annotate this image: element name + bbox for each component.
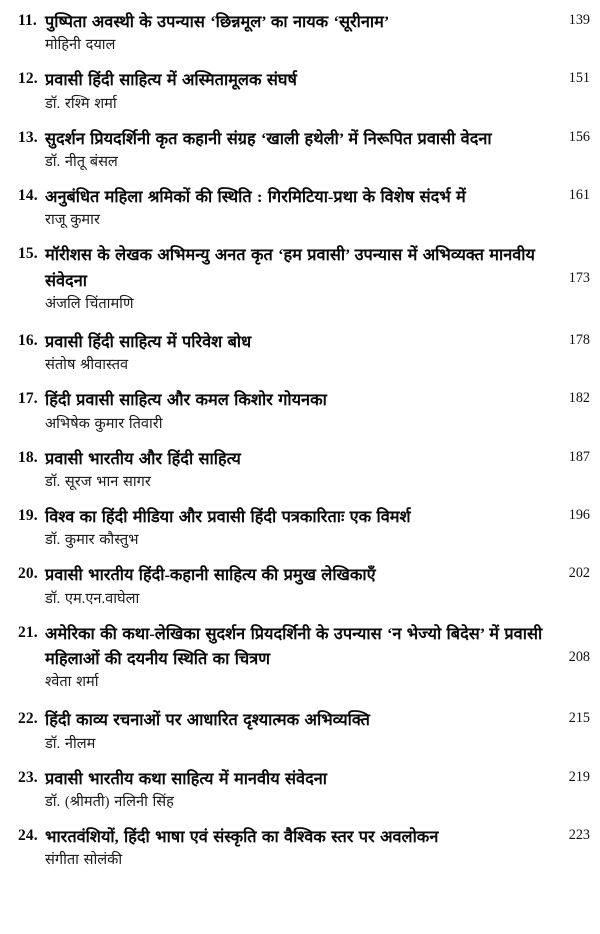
toc-entry-number: 21. <box>18 623 38 641</box>
toc-entry-page-number: 139 <box>568 12 590 28</box>
toc-entry-author: संगीता सोलंकी <box>45 852 123 869</box>
toc-entry[interactable] <box>0 446 600 494</box>
toc-entry-author: डॉ. सूरज भान सागर <box>45 474 151 491</box>
entry-spacer <box>0 436 600 446</box>
toc-entry[interactable] <box>0 329 600 377</box>
toc-entry-page-number: 161 <box>568 186 590 203</box>
toc-entry-page-number: 178 <box>568 331 590 348</box>
toc-entry-head <box>0 184 600 209</box>
toc-entry-number: 12. <box>18 70 38 88</box>
toc-entry-author: डॉ. (श्रीमती) नलिनी सिंह <box>45 794 174 811</box>
toc-entry-title[interactable]: अमेरिका की कथा-लेखिका सुदर्शन प्रियदर्शिनी के उपन्यास ‘न भेज्यो बिदेस’ में प्रवासी महिलाओं की दयनीय स्थिति का चित्रण <box>45 623 543 668</box>
toc-entry-number: 11. <box>18 12 37 29</box>
toc-entry-title[interactable]: पुष्पिता अवस्थी के उपन्यास ‘छिन्नमूल’ का नायक ‘सूरीनाम’ <box>45 12 390 31</box>
toc-entry-number: 15. <box>18 245 38 263</box>
toc-entry-page-number: 187 <box>568 448 590 465</box>
toc-entry-page-number: 151 <box>568 70 590 87</box>
toc-entry-author: राजू कुमार <box>45 212 100 229</box>
entry-spacer <box>0 694 600 707</box>
toc-entry-page-number: 196 <box>568 506 590 523</box>
toc-entry-number: 13. <box>18 128 38 146</box>
toc-entry-title[interactable]: प्रवासी भारतीय और हिंदी साहित्य <box>45 448 241 468</box>
toc-entry-head <box>0 707 600 732</box>
entry-spacer <box>0 872 600 882</box>
toc-entry-number: 22. <box>18 710 38 728</box>
toc-entry-author: श्वेता शर्मा <box>45 674 99 691</box>
toc-entry-title[interactable]: विश्व का हिंदी मीडिया और प्रवासी हिंदी पत्रकारिताः एक विमर्श <box>45 506 411 526</box>
toc-entry-head <box>0 562 600 587</box>
toc-entry[interactable] <box>0 824 600 872</box>
toc-entry-author: संतोष श्रीवास्तव <box>45 357 129 374</box>
toc-entry-page-number: 208 <box>568 648 590 665</box>
toc-entry-page-number: 202 <box>568 565 590 582</box>
toc-entry-number: 16. <box>18 331 38 349</box>
toc-entry[interactable] <box>0 621 600 695</box>
toc-list <box>0 9 600 882</box>
toc-entry-page-number: 215 <box>568 710 590 727</box>
toc-entry-head <box>0 126 600 151</box>
toc-entry-number: 20. <box>18 565 38 583</box>
toc-entry-number: 24. <box>18 826 38 844</box>
toc-entry-title[interactable]: प्रवासी भारतीय कथा साहित्य में मानवीय संवेदना <box>45 768 328 788</box>
toc-entry-page-number: 182 <box>568 390 590 407</box>
entry-spacer <box>0 174 600 184</box>
toc-entry-title[interactable]: हिंदी प्रवासी साहित्य और कमल किशोर गोयनका <box>45 390 327 410</box>
toc-entry[interactable] <box>0 504 600 552</box>
toc-entry-title[interactable]: मॉरीशस के लेखक अभिमन्यु अनत कृत ‘हम प्रवासी’ उपन्यास में अभिव्यक्त मानवीय संवेदना <box>45 245 535 290</box>
toc-entry-author: डॉ. नीलम <box>45 735 96 752</box>
toc-entry[interactable] <box>0 184 600 232</box>
toc-entry-head <box>0 766 600 791</box>
entry-spacer <box>0 756 600 766</box>
toc-entry-head <box>0 329 600 354</box>
toc-entry-number: 14. <box>18 186 38 204</box>
toc-entry-page-number: 156 <box>568 128 590 145</box>
toc-entry-author: डॉ. रश्मि शर्मा <box>45 95 117 112</box>
toc-entry-number: 19. <box>18 506 38 524</box>
entry-spacer <box>0 814 600 824</box>
toc-entry-head <box>0 9 600 34</box>
toc-entry[interactable] <box>0 766 600 814</box>
toc-entry-page-number: 223 <box>568 826 590 843</box>
toc-entry-title[interactable]: प्रवासी हिंदी साहित्य में अस्मितामूलक संघर्ष <box>45 70 297 90</box>
toc-entry[interactable] <box>0 67 600 115</box>
toc-entry[interactable] <box>0 562 600 610</box>
toc-entry-number: 23. <box>18 768 38 786</box>
toc-entry-title[interactable]: प्रवासी भारतीय हिंदी-कहानी साहित्य की प्रमुख लेखिकाएँ <box>45 565 376 585</box>
toc-entry-title[interactable]: अनुबंधित महिला श्रमिकों की स्थिति : गिरमिटिया-प्रथा के विशेष संदर्भ में <box>45 186 466 206</box>
toc-entry-page-number: 173 <box>568 270 590 287</box>
toc-entry[interactable] <box>0 387 600 435</box>
toc-entry-title[interactable]: भारतवंशियों, हिंदी भाषा एवं संस्कृति का वैश्विक स्तर पर अवलोकन <box>45 826 439 846</box>
toc-entry-head <box>0 387 600 412</box>
toc-entry-author: डॉ. कुमार कौस्तुभ <box>45 532 139 549</box>
toc-entry-number: 18. <box>18 448 38 466</box>
toc-entry[interactable] <box>0 707 600 755</box>
toc-entry-head <box>0 446 600 471</box>
toc-entry-author: अंजलि चिंतामणि <box>45 296 134 313</box>
toc-entry-head <box>0 242 600 293</box>
toc-entry-author: मोहिनी दयाल <box>45 37 116 54</box>
toc-entry-title[interactable]: प्रवासी हिंदी साहित्य में परिवेश बोध <box>45 331 252 351</box>
entry-spacer <box>0 116 600 126</box>
toc-entry-author: अभिषेक कुमार तिवारी <box>45 415 163 432</box>
entry-spacer <box>0 494 600 504</box>
toc-entry-head <box>0 504 600 529</box>
toc-entry[interactable] <box>0 9 600 57</box>
toc-entry-head <box>0 621 600 672</box>
toc-entry[interactable] <box>0 126 600 174</box>
entry-spacer <box>0 552 600 562</box>
entry-spacer <box>0 57 600 67</box>
entry-spacer <box>0 316 600 329</box>
toc-entry-title[interactable]: सुदर्शन प्रियदर्शिनी कृत कहानी संग्रह ‘खाली हथेली’ में निरूपित प्रवासी वेदना <box>45 128 492 148</box>
entry-spacer <box>0 232 600 242</box>
toc-entry-page-number: 219 <box>568 768 590 785</box>
toc-entry-author: डॉ. एम.एन.वाघेला <box>45 590 140 607</box>
entry-spacer <box>0 611 600 621</box>
entry-spacer <box>0 377 600 387</box>
toc-entry[interactable] <box>0 242 600 316</box>
toc-entry-head <box>0 824 600 849</box>
toc-entry-head <box>0 67 600 92</box>
toc-entry-number: 17. <box>18 390 38 408</box>
toc-entry-author: डॉ. नीतू बंसल <box>45 154 118 171</box>
toc-entry-title[interactable]: हिंदी काव्य रचनाओं पर आधारित दृश्यात्मक अभिव्यक्ति <box>45 710 370 730</box>
